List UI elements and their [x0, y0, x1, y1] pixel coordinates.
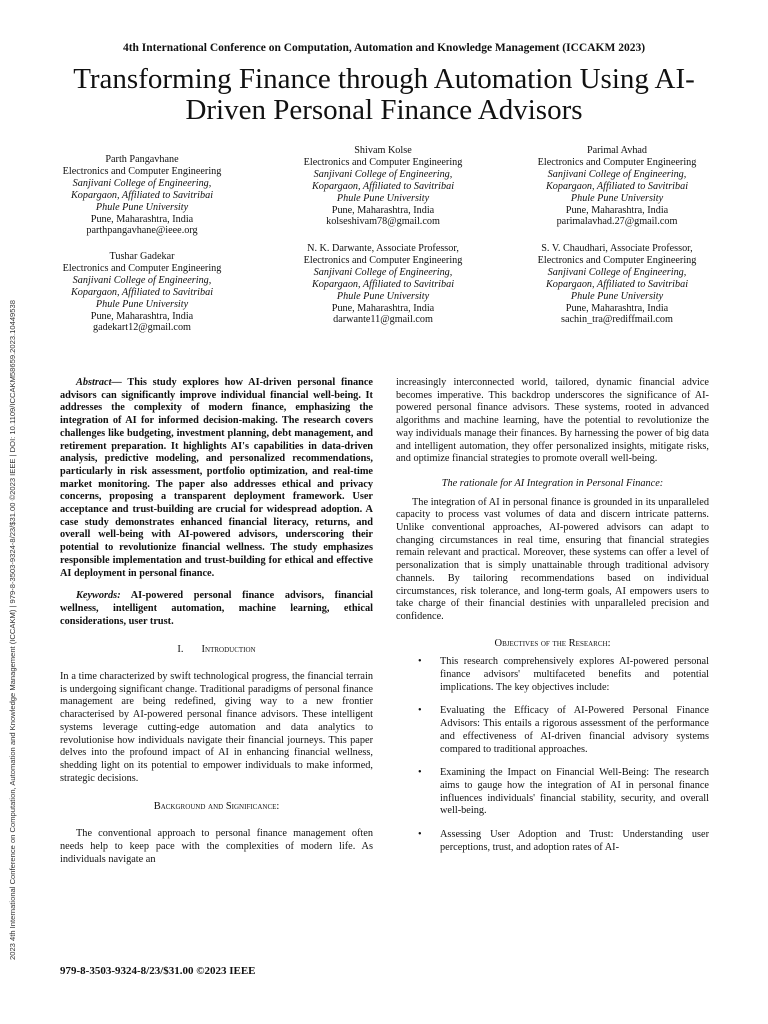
author-email[interactable]: sachin_tra@rediffmail.com [561, 314, 673, 326]
left-column [60, 377, 373, 866]
author-affiliation: Kopargaon, Affiliated to Savitribai [70, 286, 214, 298]
section-heading-introduction [60, 644, 373, 657]
list-item [396, 829, 709, 854]
author-dept: Electronics and Computer Engineering [303, 156, 463, 168]
author-name: Parimal Avhad [586, 145, 648, 156]
author-affiliation: Kopargaon, Affiliated to Savitribai [70, 189, 214, 201]
keywords-label: Keywords: [76, 590, 121, 602]
author-dept: Electronics and Computer Engineering [537, 156, 697, 168]
author-dept: Electronics and Computer Engineering [62, 262, 222, 274]
author-affiliation: Phule Pune University [570, 192, 664, 204]
author-email[interactable]: parthpangavhane@ieee.org [86, 225, 198, 237]
author-email[interactable]: parimalavhad.27@gmail.com [556, 216, 678, 228]
author-location: Pune, Maharashtra, India [90, 310, 194, 322]
author-location: Pune, Maharashtra, India [565, 204, 669, 216]
author-affiliation: Phule Pune University [95, 298, 189, 310]
author-block [32, 154, 252, 237]
author-block [32, 251, 252, 334]
list-item [396, 705, 709, 756]
abstract-text: This study explores how AI-driven personal finance advisors can significantly improve individual financial well-being. It addresses the complexity of modern finance, emphasizing the integration of AI for informed decision-making. The research covers challenges like budgeting, investment planning, debt management, and retirement preparation. It highlights AI's capabilities in data-driven analysis, predictive modeling, and personalized recommendations, particularly in risk assessment, portfolio optimization, and real-time market monitoring. The paper also addresses ethical and privacy concerns, proposing a transparent deployment framework. User acceptance and trust-building are crucial for widespread adoption. A case study demonstrates enhanced financial literacy, returns, and overall well-being with AI-powered advisors, underscoring their potential to revolutionize financial wellness. The study emphasizes responsible implementation and trust-building for ethical and effective AI deployment in personal finance. [60, 377, 373, 579]
author-location: Pune, Maharashtra, India [331, 302, 435, 314]
author-affiliation: Kopargaon, Affiliated to Savitribai [311, 278, 455, 290]
author-block [273, 145, 493, 228]
author-affiliation: Phule Pune University [570, 290, 664, 302]
author-name: Tushar Gadekar [109, 251, 175, 262]
author-affiliation: Sanjivani College of Engineering, [72, 177, 212, 189]
author-affiliation: Kopargaon, Affiliated to Savitribai [311, 180, 455, 192]
author-affiliation: Phule Pune University [95, 201, 189, 213]
author-email[interactable]: darwante11@gmail.com [333, 314, 433, 326]
author-location: Pune, Maharashtra, India [331, 204, 435, 216]
intro-paragraph: In a time characterized by swift technological progress, the financial terrain is undergoing significant change. Traditional paradigms of personal finance management are being redefined, giving way to a new frontier characterised by AI-powered personal finance advisors. These intelligent systems leverage cutting-edge automation and data analytics to revolutionise how individuals navigate their financial journeys. This paper delves into the profound impact of AI in enhancing financial wellness, shedding light on its potential to empower individuals to make informed, strategic decisions. [60, 671, 373, 784]
author-email[interactable]: kolseshivam78@gmail.com [326, 216, 440, 228]
author-name: Shivam Kolse [354, 145, 412, 156]
right-column [396, 377, 709, 866]
author-name: S. V. Chaudhari, Associate Professor, [541, 243, 693, 254]
abstract [60, 377, 373, 580]
author-dept: Electronics and Computer Engineering [303, 254, 463, 266]
author-affiliation: Phule Pune University [336, 290, 430, 302]
bullet-icon: • [418, 705, 422, 717]
keywords [60, 590, 373, 628]
author-block [273, 243, 493, 326]
bullet-icon: • [418, 656, 422, 668]
author-email[interactable]: gadekart12@gmail.com [93, 322, 191, 334]
bullet-icon: • [418, 829, 422, 841]
author-affiliation: Sanjivani College of Engineering, [72, 274, 212, 286]
list-item [396, 767, 709, 818]
bullet-icon: • [418, 767, 422, 779]
author-affiliation: Sanjivani College of Engineering, [547, 266, 687, 278]
author-name: N. K. Darwante, Associate Professor, [307, 243, 459, 254]
author-affiliation: Sanjivani College of Engineering, [313, 266, 453, 278]
background-paragraph-continued: increasingly interconnected world, tailored, dynamic financial advice becomes imperative. This backdrop underscores the significance of AI-powered personal finance advisors. These systems, rooted in advanced algorithms and machine learning, have the potential to revolutionize the way individuals manage their finances. By harnessing the power of big data and intelligent automation, they offer personalized insights, mitigate risks, and optimize financial strategies to promote overall well-being. [396, 377, 709, 465]
subsection-heading-rationale: The rationale for AI Integration in Personal Finance: [441, 477, 664, 489]
author-affiliation: Phule Pune University [336, 192, 430, 204]
list-item-text: Evaluating the Efficacy of AI-Powered Personal Finance Advisors: This entails a rigorous assessment of the performance and effectiveness of AI-driven financial advisory systems compared to traditional approaches. [440, 705, 709, 755]
section-title: Introduction [201, 644, 256, 656]
list-item [396, 656, 709, 694]
author-block [507, 145, 727, 228]
abstract-label: Abstract— [76, 377, 122, 388]
author-location: Pune, Maharashtra, India [90, 213, 194, 225]
author-dept: Electronics and Computer Engineering [62, 165, 222, 177]
list-item-text: This research comprehensively explores AI-powered personal finance advisors' multifaceted benefits and potential implications. The key objectives include: [440, 656, 709, 693]
section-heading-objectives: Objectives of the Research: [494, 637, 611, 649]
section-number: I. [177, 644, 184, 656]
objectives-list [396, 656, 709, 854]
author-dept: Electronics and Computer Engineering [537, 254, 697, 266]
keywords-text: AI-powered personal finance advisors, financial wellness, intelligent automation, machine learning, ethical considerations, user trust. [60, 590, 373, 627]
author-block [507, 243, 727, 326]
author-affiliation: Sanjivani College of Engineering, [547, 168, 687, 180]
side-citation: 2023 4th International Conference on Computation, Automation and Knowledge Management (ICCAKM) | 979-8-3503-9324-8/23/$31.00 ©2023 IEEE | DOI: 10.1109/ICCAKM58659.2023.10449538 [8, 300, 17, 960]
conference-header: 4th International Conference on Computation, Automation and Knowledge Management (ICCAKM 2023) [122, 42, 646, 54]
author-location: Pune, Maharashtra, India [565, 302, 669, 314]
list-item-text: Examining the Impact on Financial Well-Being: The research aims to gauge how the integration of AI in personal finance influences individuals' financial stability, security, and overall well-being. [440, 767, 709, 817]
paper-title: Transforming Finance through Automation Using AI-Driven Personal Finance Advisors [73, 63, 695, 126]
background-paragraph: The conventional approach to personal finance management often needs help to keep pace with the complexities of modern life. As individuals navigate an [60, 828, 373, 865]
section-heading-background: Background and Significance: [153, 801, 280, 813]
author-affiliation: Kopargaon, Affiliated to Savitribai [545, 180, 689, 192]
rationale-paragraph: The integration of AI in personal finance is grounded in its unparalleled capacity to process vast volumes of data and discern intricate patterns. Unlike conventional approaches, AI-powered advisors can adapt to changing circumstances in real time, ensuring that financial strategies remain relevant and practical. Moreover, these systems can offer a level of personalization that is simply unattainable through traditional advisory channels. By tailoring recommendations based on individual circumstances, risk tolerance, and long-term goals, AI empowers users to take charge of their financial destinies with unparalleled precision and confidence. [396, 496, 709, 622]
author-name: Parth Pangavhane [105, 154, 179, 165]
footer-copyright: 979-8-3503-9324-8/23/$31.00 ©2023 IEEE [60, 965, 256, 977]
author-affiliation: Sanjivani College of Engineering, [313, 168, 453, 180]
author-affiliation: Kopargaon, Affiliated to Savitribai [545, 278, 689, 290]
list-item-text: Assessing User Adoption and Trust: Understanding user perceptions, trust, and adoption rates of AI- [440, 829, 709, 853]
